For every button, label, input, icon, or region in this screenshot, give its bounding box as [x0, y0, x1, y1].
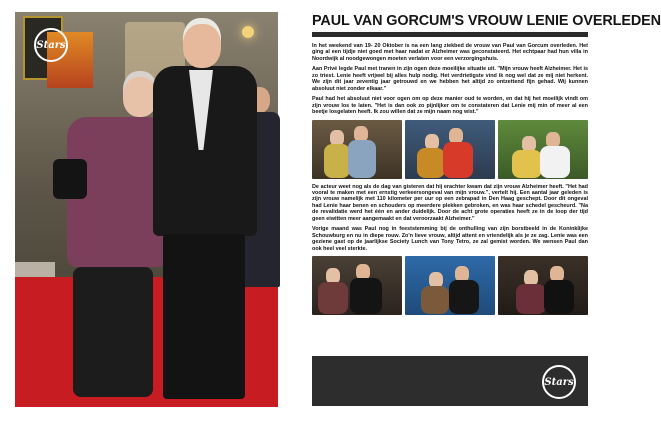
cover-photo	[15, 12, 278, 407]
article-paragraph: Aan Privé legde Paul met tranen in zijn ogen deze moeilijke situatie uit. "Mijn vrouw heeft Alzheimer. Het is zo triest. Lenie heeft vrijwel bij alles hulp nodig. Het verdrietigste vind ik nog wel dat ze mij niet herkent. We zijn dit jaar zeventig jaar getrouwd en we hebben het altijd zo ontzettend fijn gehad. Wij kunnen absoluut niet zonder elkaar."	[312, 66, 588, 92]
man-head	[183, 24, 221, 68]
article-paragraph: De acteur weet nog als de dag van gisteren dat hij erachter kwam dat zijn vrouw Alzheimer heeft. "Het had vooral te maken met een ernstig verkeersongeval van mijn vrouw.", vertelt hij. Een aantal jaar geleden is zijn vrouw namelijk met 110 kilometer per uur op een zebrapad in Den Haag geschept. Door dit ongeval had Lenie haar benen en schouders op meerdere plekken gebroken, en was haar schedel gescheurd. "Na de revalidatie werd het één en ander duidelijk. Door de acht grote operaties heeft ze in de loop der tijd geen eiwitten meer aangemaakt en dat veroorzaakt Alzheimer."	[312, 183, 588, 222]
article-title: PAUL VAN GORCUM'S VROUW LENIE OVERLEDEN	[312, 13, 661, 29]
woman-handbag	[53, 159, 87, 199]
woman-pants	[73, 267, 153, 397]
gala-photo-1	[312, 256, 402, 315]
man-pants	[163, 234, 245, 399]
man-figure	[145, 24, 255, 409]
article-paragraph: Paul had het absoluut niet voor ogen om op deze manier oud te worden, en dat hij het moeilijk vindt om zijn vrouw los te laten. "Het is dan ook zo pijnlijker om te constateren dat Lenie mij min of meer al een beetje losgelaten heeft. Ik zou willen dat ze mijn naam nog wist."	[312, 96, 588, 116]
stars-logo-footer: Stars	[542, 365, 576, 399]
title-bar	[312, 32, 588, 37]
footer-banner	[312, 356, 588, 406]
couple-photo-3	[498, 120, 588, 179]
article-paragraph: Vorige maand was Paul nog in feeststemming bij de onthulling van zijn borstbeeld in de Koninklijke Schouwburg en nu in diepe rouw. Zo'n lieve vrouw, altijd attent en vriendelijk als je ze zag. Lenie was een geziene gast op de jaarlijkse Society Lunch van Tony Tetro, ze zal gemist worden. We wensen Paul dan ook heel veel sterkte.	[312, 226, 588, 252]
couple-photo-2	[405, 120, 495, 179]
gala-photo-3	[498, 256, 588, 315]
gala-photo-2	[405, 256, 495, 315]
photo-row-top	[312, 120, 588, 179]
article-paragraph: In het weekend van 19- 20 Oktober is na een lang ziekbed de vrouw van Paul van Gorcum overleden. Het ging al een tijdje niet goed met haar nadat er Alzheimer was geconstateerd. Het echtpaar had hun villa in Noordwijk al noodgewongen moeten verlaten voor een verzorgingshuis.	[312, 43, 588, 62]
stars-logo: Stars	[34, 28, 68, 62]
couple-photo-1	[312, 120, 402, 179]
photo-row-bottom	[312, 256, 588, 315]
article	[312, 12, 661, 407]
